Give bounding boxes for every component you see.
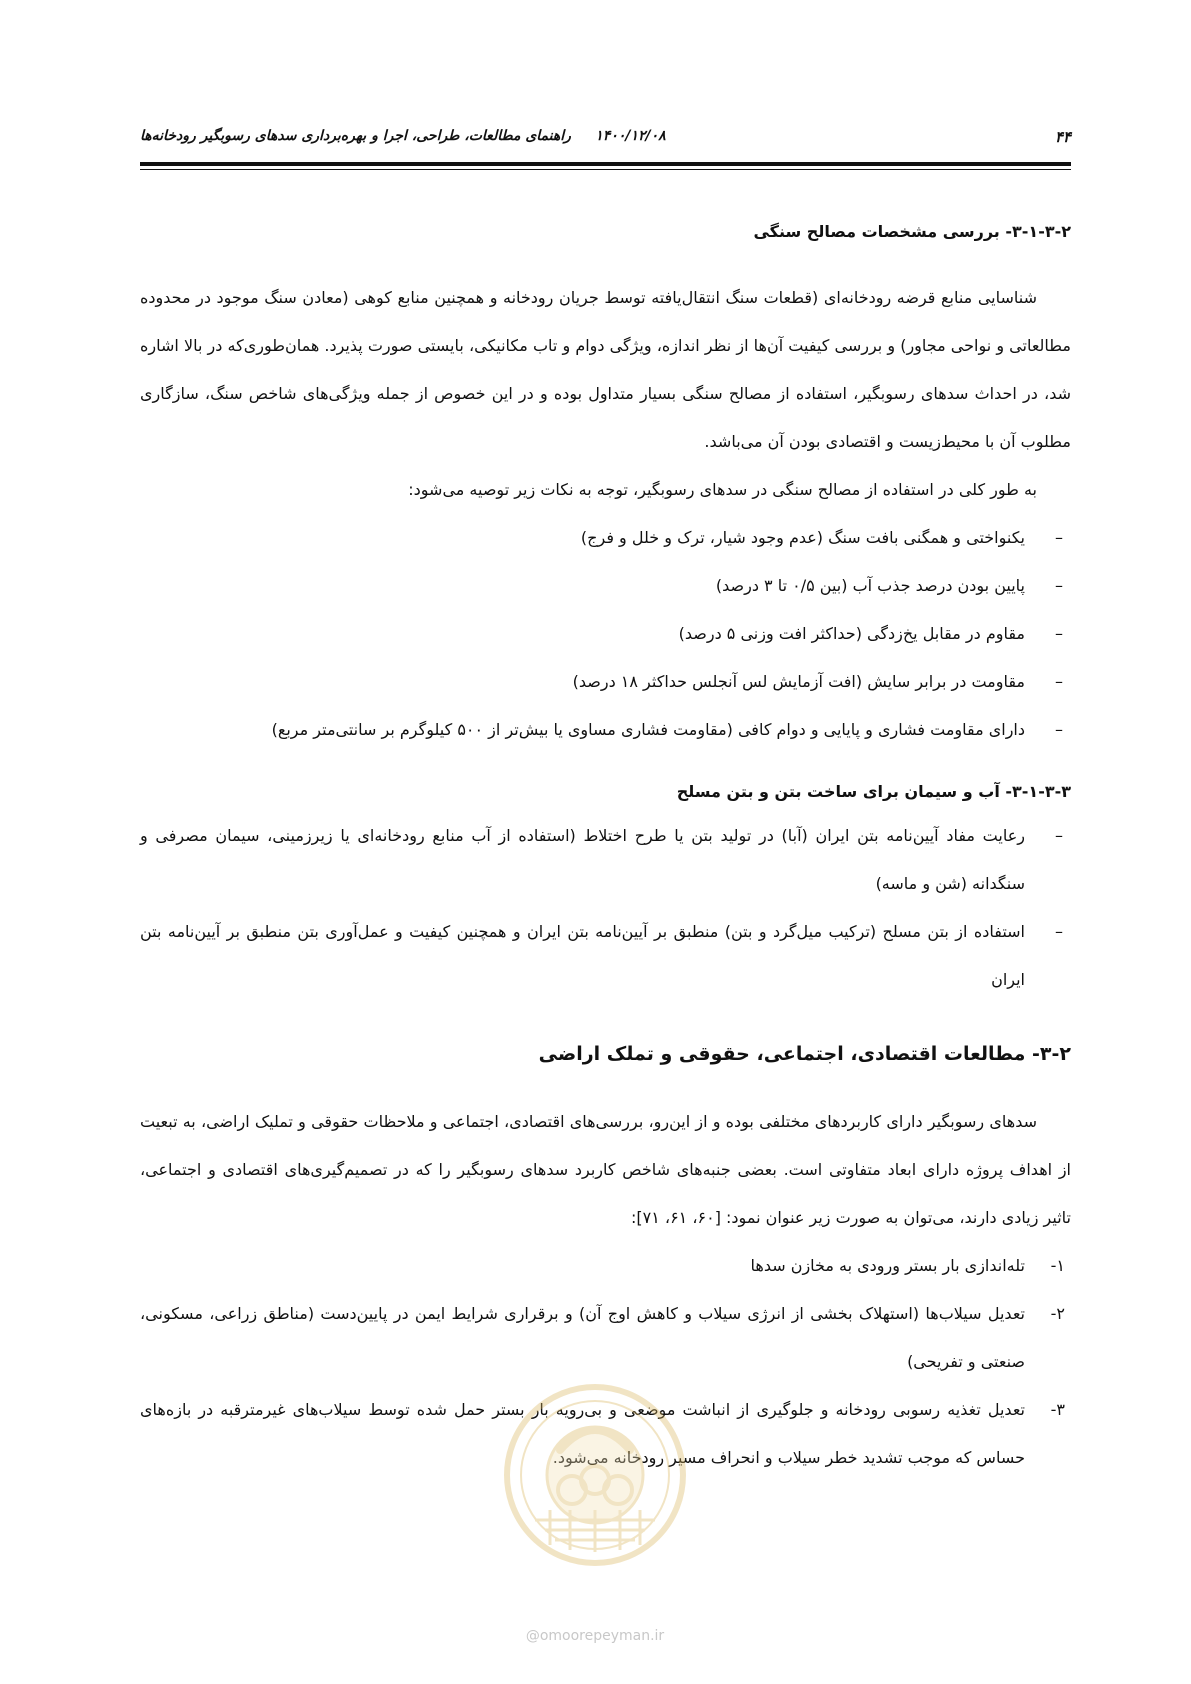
list-number: ۳- — [1050, 1400, 1065, 1419]
page-header — [140, 128, 1071, 160]
list-item — [140, 1242, 1071, 1290]
list-item: – یکنواختی و همگنی بافت سنگ (عدم وجود شیار، ترک و خلل و فرج) — [140, 514, 1071, 562]
header-rule-thick — [140, 162, 1071, 166]
paragraph-rock-materials: شناسایی منابع قرضه رودخانه‌ای (قطعات سنگ انتقال‌یافته توسط جریان رودخانه و همچنین منابع کوهی (معادن سنگ موجود در محدوده مطالعاتی و نواحی مجاور) و بررسی کیفیت آن‌ها از نظر اندازه، ویژگی دوام و تاب مکانیکی، بایستی صورت پذیرد. همان‌طوری‌که در بالا اشاره شد، در احداث سدهای رسوبگیر، استفاده از مصالح سنگی بسیار متداول بوده و در این خصوص از جمله ویژگی‌های شاخص سنگ، سازگاری مطلوب آن با محیط‌زیست و اقتصادی بودن آن می‌باشد. — [140, 288, 1071, 451]
running-title — [140, 128, 666, 144]
section-heading-water-cement: ۳-۱-۳-۳- آب و سیمان برای ساخت بتن و بتن مسلح — [676, 782, 1071, 801]
watermark-seal-icon — [500, 1380, 690, 1570]
list-number: ۱- — [1050, 1256, 1065, 1275]
rock-criteria-list — [140, 514, 1071, 754]
section-heading-rock-materials: ۳-۱-۳-۲- بررسی مشخصات مصالح سنگی — [753, 222, 1071, 241]
section-heading-economic-social: ۳-۲- مطالعات اقتصادی، اجتماعی، حقوقی و تملک اراضی — [538, 1043, 1071, 1065]
list-item-text: تعدیل سیلاب‌ها (استهلاک بخشی از انرژی سیلاب و کاهش اوج آن) و برقراری شرایط ایمن در پایین‌دست (مناطق زراعی، مسکونی، صنعتی و تفریحی) — [140, 1304, 1025, 1371]
list-number: ۲- — [1050, 1304, 1065, 1323]
header-title-text: راهنمای مطالعات، طراحی، اجرا و بهره‌برداری سدهای رسوبگیر رودخانه‌ها — [140, 128, 571, 144]
paragraph-recommendations-intro: به طور کلی در استفاده از مصالح سنگی در سدهای رسوبگیر، توجه به نکات زیر توصیه می‌شود: — [408, 480, 1037, 499]
header-date: ۱۴۰۰/۱۲/۰۸ — [595, 128, 666, 144]
list-item: – مقاومت در برابر سایش (افت آزمایش لس آنجلس حداکثر ۱۸ درصد) — [140, 658, 1071, 706]
page-number: ۴۴ — [1054, 128, 1071, 146]
list-item-text: تله‌اندازی بار بستر ورودی به مخازن سدها — [750, 1256, 1025, 1275]
page-content — [140, 212, 1071, 1482]
list-item: – استفاده از بتن مسلح (ترکیب میل‌گرد و بتن) منطبق بر آیین‌نامه بتن ایران و همچنین کیفیت و عمل‌آوری بتن منطبق بر آیین‌نامه بتن ایران — [140, 908, 1071, 1004]
paragraph-economic-social: سدهای رسوبگیر دارای کاربردهای مختلفی بوده و از این‌رو، بررسی‌های اقتصادی، اجتماعی و ملاحظات حقوقی و تملیک اراضی، به تبعیت از اهداف پروژه دارای ابعاد متفاوتی است. بعضی جنبه‌های شاخص کاربرد سدهای رسوبگیر را که در تصمیم‌گیری‌های اقتصادی و اجتماعی، تاثیر زیادی دارند، می‌توان به صورت زیر عنوان نمود: [۶۰، ۶۱، ۷۱]: — [140, 1112, 1071, 1227]
list-item: – مقاوم در مقابل یخ‌زدگی (حداکثر افت وزنی ۵ درصد) — [140, 610, 1071, 658]
list-item: – پایین بودن درصد جذب آب (بین ۰/۵ تا ۳ درصد) — [140, 562, 1071, 610]
list-item: – دارای مقاومت فشاری و پایایی و دوام کافی (مقاومت فشاری مساوی یا بیش‌تر از ۵۰۰ کیلوگرم بر سانتی‌متر مربع) — [140, 706, 1071, 754]
list-item: – رعایت مفاد آیین‌نامه بتن ایران (آبا) در تولید بتن یا طرح اختلاط (استفاده از آب منابع رودخانه‌ای یا زیرزمینی، سیمان مصرفی و سنگدانه (شن و ماسه) — [140, 812, 1071, 908]
watermark-url: @omoorepeyman.ir — [525, 1628, 665, 1644]
concrete-requirements-list — [140, 812, 1071, 1004]
list-item-text: تعدیل تغذیه رسوبی رودخانه و جلوگیری از انباشت موضعی و بی‌رویه بار بستر حمل شده توسط سیلاب‌های غیرمترقبه در بازه‌های حساس که موجب تشدید خطر سیلاب و انحراف مسیر رودخانه می‌شود. — [140, 1400, 1025, 1467]
header-rule-thin — [140, 169, 1071, 170]
list-item — [140, 1290, 1071, 1386]
